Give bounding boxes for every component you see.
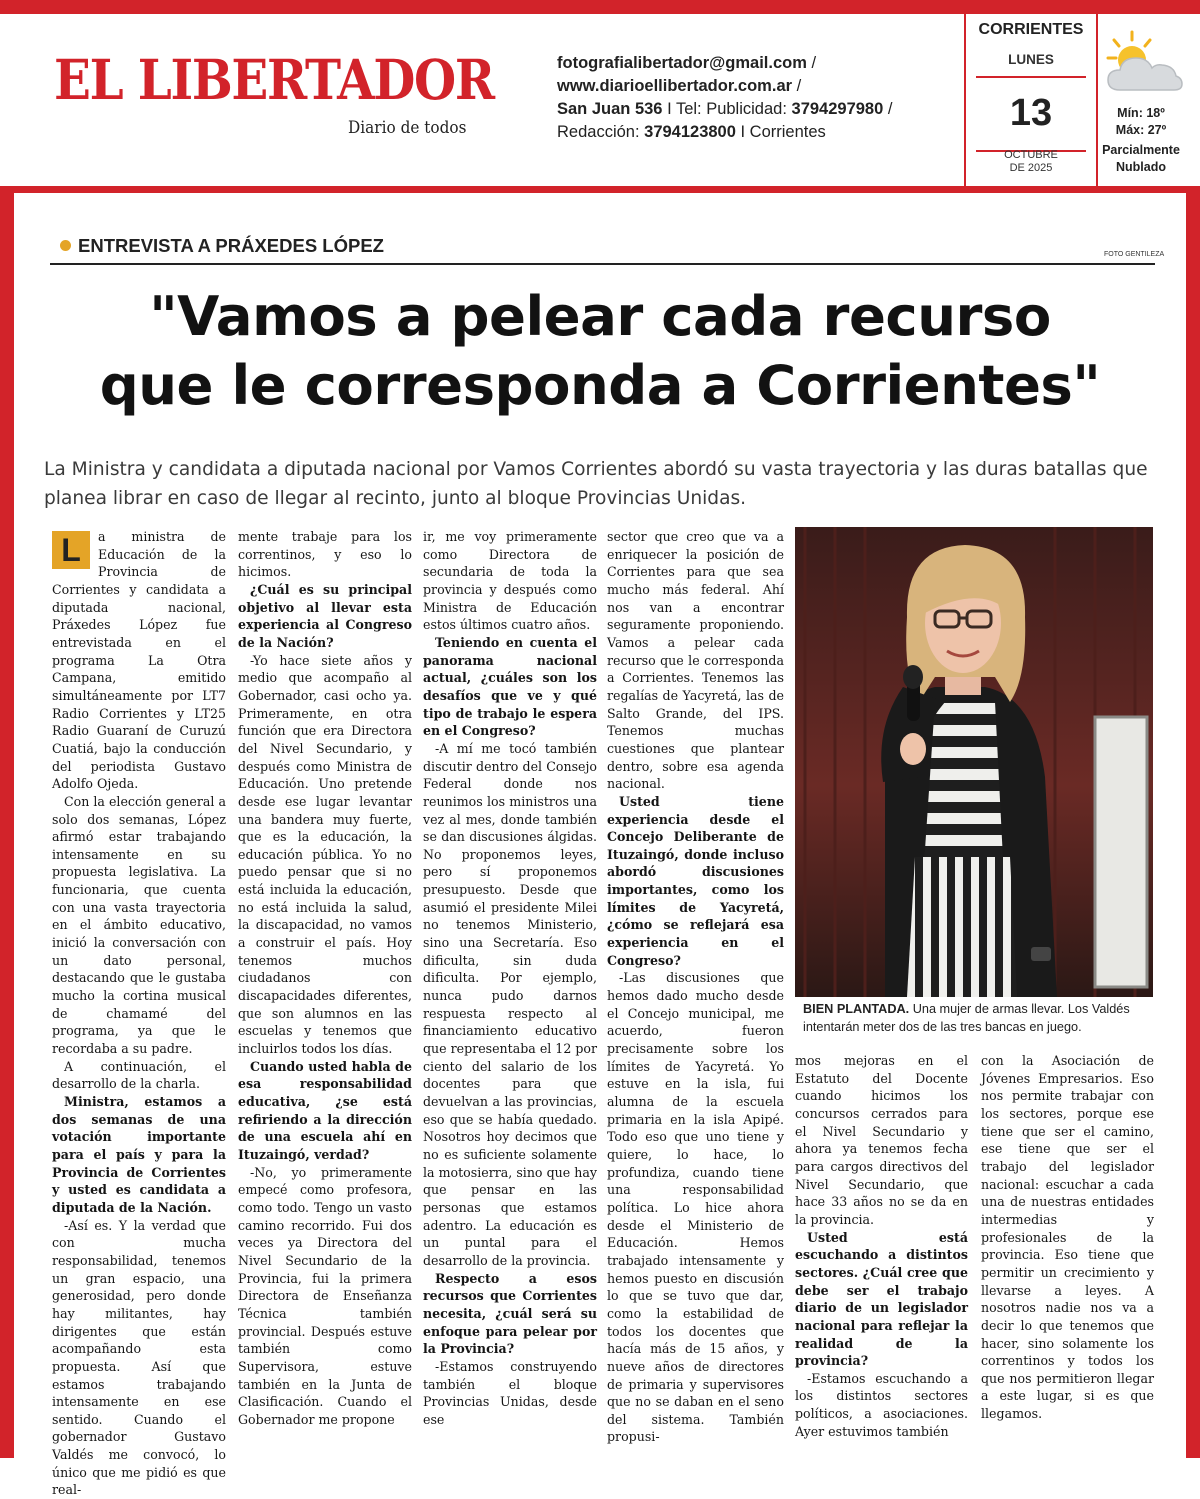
caption-text: Una mujer de armas llevar. Los Valdés intentarán meter dos de las tres bancas en juego.	[803, 1002, 1130, 1034]
kicker-text: ENTREVISTA A PRÁXEDES LÓPEZ	[78, 235, 384, 256]
speaker-photo	[795, 527, 1153, 997]
interview-answer: -Yo hace siete años y medio que acompaño al Gobernador, casi ocho ya. Primeramente, en otra función que era Directora del Nivel Secundario, y después como Ministra de Educación. Uno pretende desde ese lugar levantar una bandera muy fuerte, que es la educación, la educación pública. Yo no puedo pensar que si no está incluida la educación, no está incluida la salud, la discapacidad, no vamos a construir el país. Hoy tenemos muchos ciudadanos con discapacidades diferentes, que son alumnos en las escuelas y tenemos que incluirlos todos los días.	[238, 652, 412, 1057]
interview-answer: mente trabaje para los correntinos, y eso lo hicimos.	[238, 529, 412, 580]
caption-label: BIEN PLANTADA.	[803, 1002, 910, 1016]
contact-website[interactable]: www.diarioellibertador.com.ar	[557, 77, 793, 95]
article-column-2	[238, 528, 412, 1428]
paragraph: Con la elección general a solo dos semanas, López afirmó estar trabajando intensamente en su propuesta legislativa. La funcionaria, que cuenta con una vasta trayectoria en el ámbito educativo, inició la conversación con un dato personal, destacando que le gustaba mucho la cortina musical de chamamé del programa, ya que le recordaba a su padre.	[52, 793, 226, 1057]
top-red-border	[0, 0, 1200, 14]
weather-box	[1096, 14, 1186, 186]
paragraph: A continuación, el desarrollo de la charla.	[52, 1058, 226, 1092]
interview-answer: con la Asociación de Jóvenes Empresarios. Eso nos permite trabajar con los sectores, porque ese tiene que ser el camino, ese tiene que ser el trabajo del legislador nacional: escuchar a cada una de nuestras entidades intermedias y profesionales de la provincia. Eso tiene que permitir un crecimiento y llevarse a leyes. A nosotros nadie nos va a decir lo que tenemos que hacer, sino solamente los correntinos y todos los que nos permitieron llegar a este lugar, si es que llegamos.	[981, 1053, 1154, 1422]
date-day: 13	[976, 76, 1086, 152]
interview-answer: mos mejoras en el Estatuto del Docente cuando hicimos los concursos cerrados para el Nivel Secundario y ahora ya tenemos fecha para cargos directivos del Nivel Secundario, que hace 33 años no se da en la provincia.	[795, 1053, 968, 1227]
contact-separator: /	[883, 100, 893, 118]
interview-question: Respecto a esos recursos que Corrientes necesita, ¿cuál será su enfoque para pelear por la Provincia?	[423, 1270, 597, 1357]
date-month-year	[966, 149, 1096, 175]
masthead	[14, 14, 1186, 186]
interview-answer: -A mí me tocó también discutir dentro del Consejo Federal donde nos reunimos los ministros una vez al mes, donde también se dan discusiones álgidas. No proponemos leyes, pero sí proponemos presupuesto. Desde que asumió el presidente Milei no tenemos Ministerio, sino una Secretaría. Eso dificulta, sin duda dificulta. Por ejemplo, nunca pudo darnos respuesta respecto al financiamiento educativo que representaba el 12 por ciento del salario de los docentes para que devuelvan a las provincias, eso que se había quedado. Nosotros hoy decimos que no es suficiente solamente la motosierra, sino que hay que pensar en las personas que estamos adentro. La educación es un puntal para el desarrollo de la provincia.	[423, 740, 597, 1268]
interview-question: ¿Cuál es su principal objetivo al llevar esta experiencia al Congreso de la Nación?	[238, 581, 412, 650]
paragraph-text: a ministra de Educación de la Provincia de Corrientes y candidata a diputada nacional, Práxedes López fue entrevistada en el programa La Otra Campana, emitido simultáneamente por LT7 Radio Corrientes y LT25 Radio Guaraní de Curuzú Cuatiá, bajo la conducción del periodista Gustavo Adolfo Ojeda.	[52, 529, 226, 792]
contact-tel-ads: 3794297980	[791, 100, 884, 118]
interview-question: Usted está escuchando a distintos sectores. ¿Cuál cree que debe ser el trabajo diario de un legislador nacional para reflejar la realidad de la provincia?	[795, 1229, 968, 1369]
interview-answer: -Así es. Y la verdad que con mucha responsabilidad, tenemos un gran espacio, una generosidad, pero donde hay militantes, hay dirigentes que están acompañando esta propuesta. Así que estamos trabajando intensamente en ese sentido. Cuando el gobernador Gustavo Valdés me convocó, lo único que me pidió es que real-	[52, 1217, 226, 1498]
weather-min: Mín: 18º	[1117, 106, 1165, 120]
date-city: CORRIENTES	[978, 21, 1084, 38]
header-red-divider	[0, 186, 1200, 193]
contact-tel-label: I Tel: Publicidad:	[662, 100, 792, 118]
newspaper-logo[interactable]: EL LIBERTADOR	[54, 47, 494, 112]
article-column-6	[981, 1052, 1154, 1423]
left-red-border	[0, 190, 14, 1458]
kicker-dot	[60, 240, 71, 251]
article-column-4	[607, 528, 784, 1446]
interview-question: Ministra, estamos a dos semanas de una votación importante para el país y para la Provincia de Corrientes y usted es candidata a diputada de la Nación.	[52, 1094, 226, 1215]
photo-credit: FOTO GENTILEZA	[1104, 251, 1165, 258]
date-box	[964, 14, 1098, 186]
contact-info	[557, 52, 892, 144]
interview-answer: -Estamos construyendo también el bloque Provincias Unidas, desde ese	[423, 1358, 597, 1427]
interview-answer: sector que creo que va a enriquecer la posición de Corrientes para que sea mucho más federal. Ahí nos van a encontrar seguramente proponiendo. Vamos a pelear cada recurso que le corresponda a Corrientes. Tenemos las regalías de Yacyretá, las de Salto Grande, del IPS. Tenemos muchas cuestiones que plantear dentro, sobre esa agenda nacional.	[607, 529, 784, 792]
date-month: OCTUBRE	[1004, 149, 1058, 161]
right-red-border	[1186, 190, 1200, 1458]
headline-line: que le corresponda a Corrientes"	[99, 353, 1101, 417]
article-photo[interactable]	[795, 527, 1153, 997]
date-weekday: LUNES	[1008, 52, 1054, 67]
weather-max: Máx: 27º	[1115, 123, 1167, 137]
kicker-rule	[50, 263, 1155, 265]
newspaper-tagline: Diario de todos	[348, 118, 467, 138]
article-column-3	[423, 528, 597, 1428]
interview-answer: ir, me voy primeramente como Directora de secundaria de toda la provincia y después como Ministra de Educación estos últimos cuatro años.	[423, 529, 597, 633]
partly-cloudy-icon	[1098, 28, 1184, 98]
contact-separator: /	[806, 54, 817, 72]
drop-cap: L	[52, 531, 90, 569]
contact-city: I Corrientes	[735, 123, 826, 141]
article-column-1	[52, 528, 226, 1499]
article-subhead: La Ministra y candidata a diputada nacional por Vamos Corrientes abordó su vasta trayectoria y las duras batallas que planea librar en caso de llegar al recinto, junto al bloque Provincias Unidas.	[44, 459, 1148, 509]
interview-answer: -Estamos escuchando a los distintos sectores políticos, a asociaciones. Ayer estuvimos también	[795, 1370, 968, 1439]
section-kicker	[60, 235, 384, 257]
interview-question: Cuando usted habla de esa responsabilidad educativa, ¿se está refiriendo a la dirección de una escuela ahí en Ituzaingó, verdad?	[238, 1058, 412, 1162]
weather-description: Parcialmente Nublado	[1102, 143, 1180, 174]
interview-question: Teniendo en cuenta el panorama nacional actual, ¿cuáles son los desafíos que ve y qué tipo de trabajo le espera en el Congreso?	[423, 634, 597, 739]
contact-separator: /	[792, 77, 802, 95]
contact-email[interactable]: fotografialibertador@gmail.com	[557, 54, 807, 72]
contact-tel-newsroom: 3794123800	[644, 123, 736, 141]
photo-caption	[803, 1001, 1153, 1036]
interview-answer: -No, yo primeramente empecé como profesora, como todo. Tengo un vasto camino recorrido. Fui dos veces ya Directora del Nivel Secundario de la Provincia, fui la primera Directora de Enseñanza Técnica también provincial. Después estuve también como Supervisora, estuve también en la Junta de Clasificación. Cuando el Gobernador me propone	[238, 1164, 412, 1427]
date-year: DE 2025	[1009, 162, 1053, 174]
headline-line: "Vamos a pelear cada recurso	[149, 284, 1051, 348]
article-headline	[30, 282, 1170, 420]
article-column-5	[795, 1052, 968, 1440]
interview-question: Usted tiene experiencia desde el Concejo Deliberante de Ituzaingó, donde incluso abordó discusiones importantes, como los límites de Yacyretá, ¿cómo se reflejará esa experiencia en el Congreso?	[607, 793, 784, 968]
contact-newsroom-label: Redacción:	[557, 123, 645, 141]
interview-answer: -Las discusiones que hemos dado mucho desde el Concejo municipal, me acuerdo, fueron precisamente sobre los límites de Yacyretá. Yo estuve en la isla, fui alumna de la escuela primaria en la isla Apipé. Todo eso que uno tiene y quiere, lo hace, lo profundiza, cuando tiene una responsabilidad política. Lo hice ahora desde el Ministerio de Educación. Hemos trabajado intensamente y hemos puesto en discusión lo que se tuvo que dar, como la estabilidad de todos los docentes que hacía más de 15 años, y nueve años de directores de primaria y supervisores que no se daban en el seno del sistema. También propusi-	[607, 970, 784, 1445]
paragraph	[52, 528, 226, 793]
contact-address: San Juan 536	[557, 100, 663, 118]
